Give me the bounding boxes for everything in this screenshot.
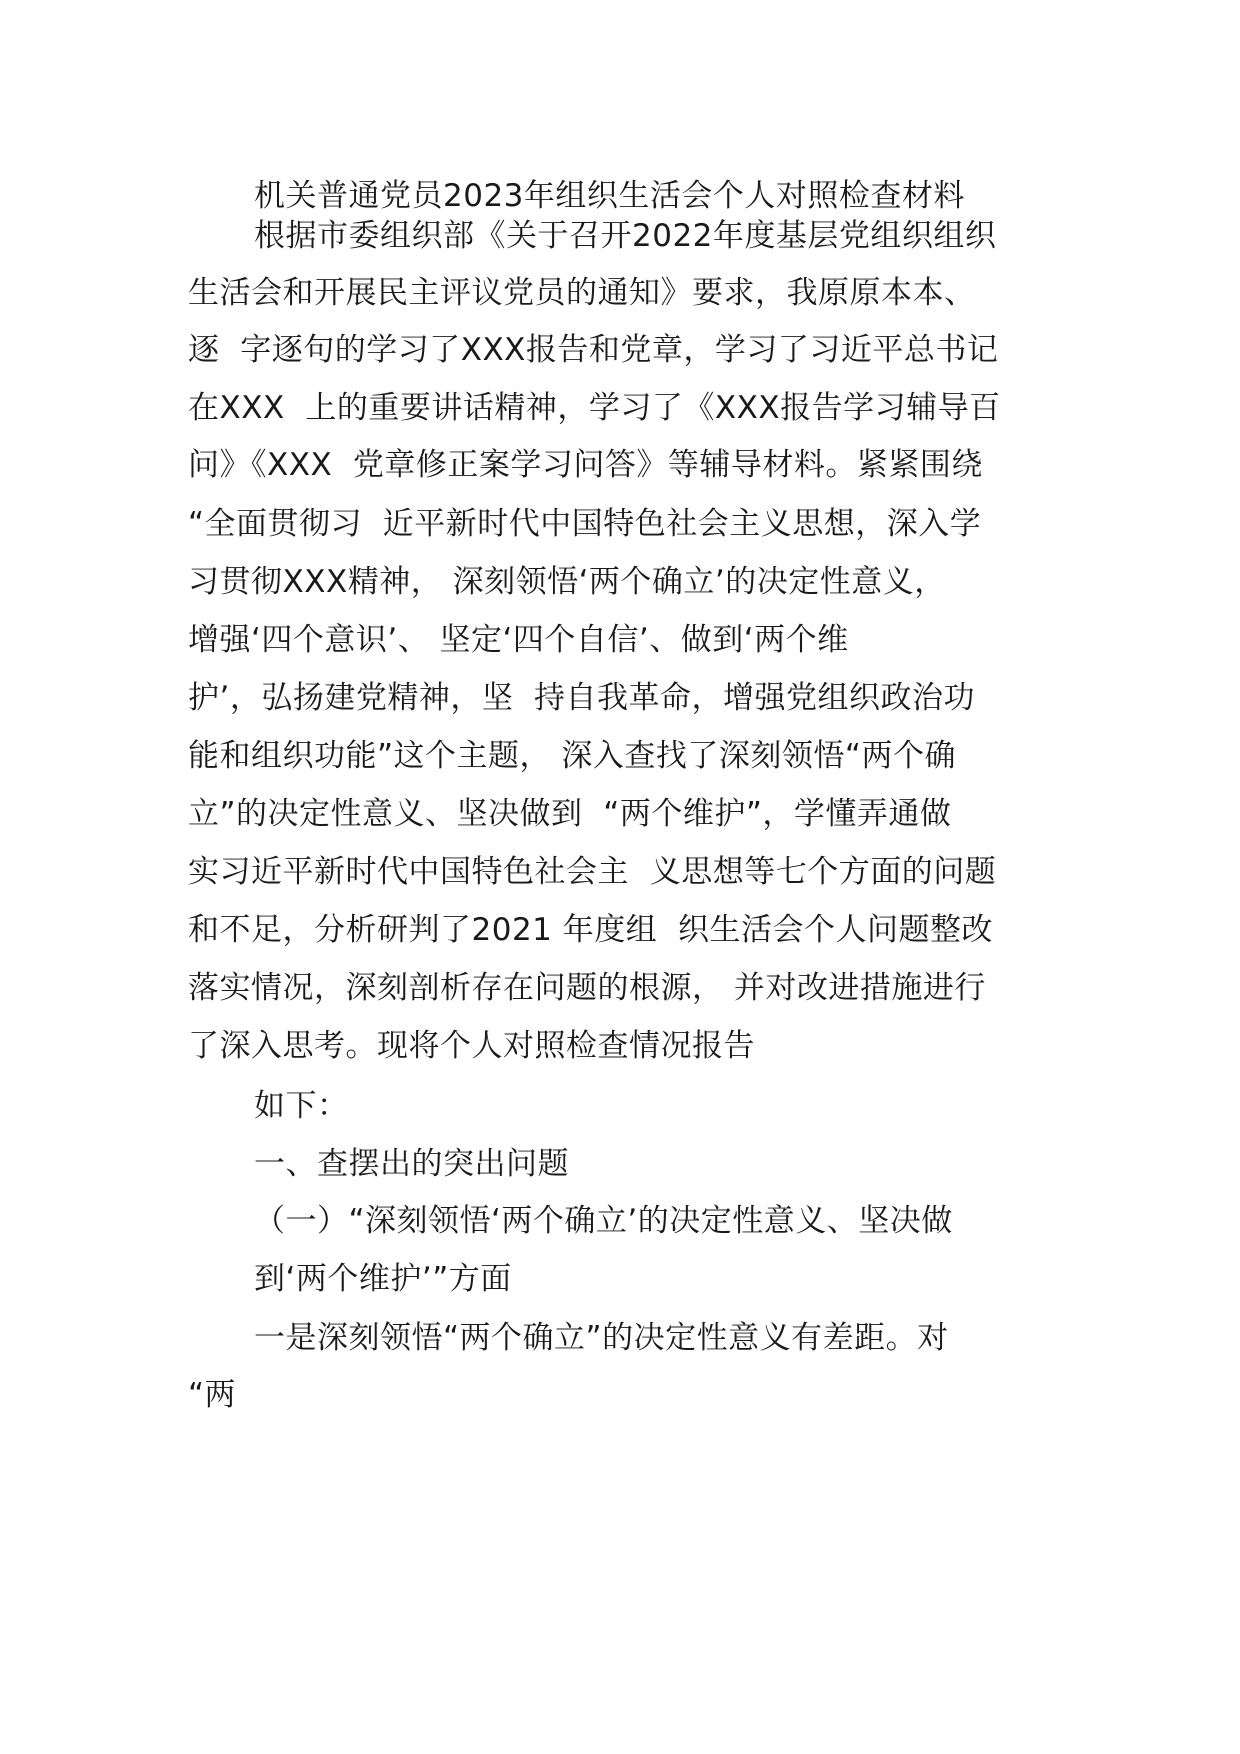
body-line-4: 在XXX 上的重要讲话精神，学习了《XXX报告学习辅导百 [188,390,1001,426]
body-line-16: 一是深刻领悟“两个确立”的决定性意义有差距。对 [254,1320,949,1356]
body-line-5: 问》《XXX 党章修正案学习问答》等辅导材料。紧紧围绕 [188,447,983,483]
body-line-1: 根据市委组织部《关于召开2022年度基层党组织组织 [254,218,997,254]
body-line-9: 护’，弘扬建党精神，坚 持自我革命，增强党组织政治功 [188,680,976,716]
document-title: 机关普通党员2023年组织生活会个人对照检查材料 [254,178,965,214]
body-line-13: 和不足，分析研判了2021 年度组 织生活会个人问题整改 [188,912,993,948]
body-line-12: 实习近平新时代中国特色社会主 义思想等七个方面的问题 [188,854,997,890]
body-line-15: 了深入思考。现将个人对照检查情况报告 [188,1028,755,1064]
body-line-7: 习贯彻XXX精神， 深刻领悟‘两个确立’的决定性意义， [188,564,946,600]
body-line-8: 增强‘四个意识’、 坚定‘四个自信’、做到‘两个维 [188,622,849,658]
body-line-10: 能和组织功能”这个主题， 深入查找了深刻领悟“两个确 [188,738,956,774]
paragraph-continuation: 如下： [254,1088,349,1124]
body-line-6: “全面贯彻习 近平新时代中国特色社会主义思想，深入学 [188,506,982,542]
body-line-2: 生活会和开展民主评议党员的通知》要求，我原原本本、 [188,275,976,311]
subsection-heading-1-line-1: （一）“深刻领悟‘两个确立’的决定性意义、坚决做 [254,1203,953,1239]
subsection-heading-1-line-2: 到‘两个维护’”方面 [254,1261,512,1297]
body-line-14: 落实情况，深刻剖析存在问题的根源， 并对改进措施进行 [188,970,986,1006]
body-line-3: 逐 字逐句的学习了XXX报告和党章，学习了习近平总书记 [188,332,999,368]
section-heading-1: 一、查摆出的突出问题 [254,1146,569,1182]
body-line-17: “两 [188,1377,237,1413]
body-line-11: 立”的决定性意义、坚决做到 “两个维护”，学懂弄通做 [188,796,952,832]
